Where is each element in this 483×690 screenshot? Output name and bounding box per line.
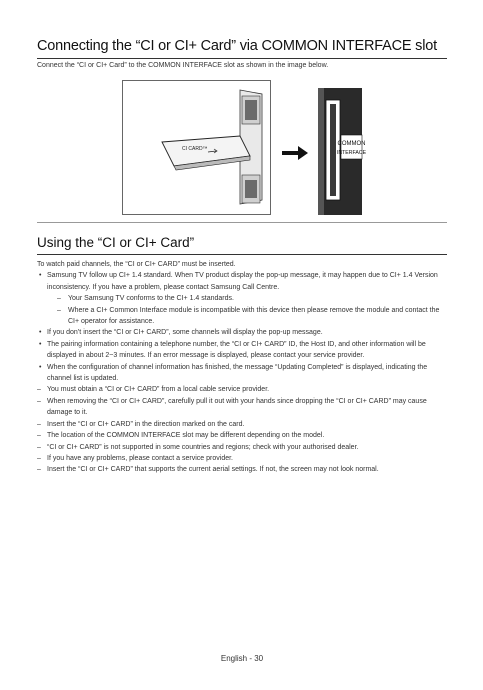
using-intro: To watch paid channels, the “CI or CI+ CARD” must be inserted. (37, 261, 236, 268)
bullet-item (37, 339, 447, 362)
section2-title-divider (37, 254, 447, 255)
page-number: English - 30 (220, 654, 264, 663)
instruction-list (37, 270, 447, 475)
note-text: Insert the “CI or CI+ CARD” that supports the current aerial settings. If not, the screen may not look normal. (47, 466, 379, 474)
dash-marker: – (37, 420, 41, 428)
note-item (37, 442, 447, 453)
title-divider (37, 58, 447, 59)
ci-card-insertion-figure (122, 80, 367, 215)
dash-marker: – (37, 466, 41, 474)
note-text: If you have any problems, please contact a service provider. (47, 454, 233, 462)
note-item (37, 464, 447, 475)
bullet-text: The pairing information containing a telephone number, the “CI or CI+ CARD” ID, the Host ID, and other information will be displayed in about 2~3 minutes. If an error message is displayed, please contact your service provider. (47, 340, 426, 360)
bullet-item (37, 327, 447, 338)
bullet-item (37, 270, 447, 293)
section-title-using: Using the “CI or CI+ Card” (37, 235, 195, 250)
slot-label-common: COMMON (337, 141, 366, 147)
slot-lower-dark (245, 180, 257, 198)
ci-card-label: CI CARD™ (182, 146, 208, 152)
section-title-connecting: Connecting the “CI or CI+ Card” via COMMON INTERFACE slot (37, 38, 437, 54)
dash-marker: – (37, 443, 41, 451)
dash-marker: – (57, 295, 61, 303)
dash-marker: – (37, 386, 41, 394)
section-divider (37, 222, 447, 223)
dash-marker: – (37, 454, 41, 462)
bullet-text: Samsung TV follow up CI+ 1.4 standard. When TV product display the pop-up message, it may happen due to CI+ 1.4 Version inconsistency. If you have a problem, please contact Samsung Call Centre. (47, 272, 438, 291)
bullet-text: If you don’t insert the “CI or CI+ CARD”, some channels will display the pop-up message. (47, 329, 323, 337)
dash-marker: – (37, 397, 41, 405)
ci-slot-opening (330, 104, 336, 196)
bullet-text: When the configuration of channel information has finished, the message “Updating Completed” is displayed, indicating the channel list is updated. (47, 363, 428, 383)
note-text: When removing the “CI or CI+ CARD”, carefully pull it out with your hands since dropping the “CI or CI+ CARD” may cause damage to it. (47, 397, 427, 417)
note-text: Your Samsung TV conforms to the CI+ 1.4 standards. (68, 295, 234, 303)
bullet-item (37, 362, 447, 385)
arrow-right-icon (282, 146, 308, 160)
note-item (37, 384, 447, 395)
insertion-diagram (122, 80, 367, 215)
sub-note-item (37, 305, 447, 328)
connecting-intro: Connect the “CI or CI+ Card” to the COMMON INTERFACE slot as shown in the image below. (37, 62, 329, 69)
tv-side-bevel (318, 88, 324, 215)
slot-upper-dark (245, 100, 257, 120)
note-text: You must obtain a “CI or CI+ CARD” from a local cable service provider. (47, 386, 270, 394)
note-text: Where a CI+ Common Interface module is incompatible with this device then please remove the module and contact the CI+ operator for assistance. (68, 306, 440, 326)
note-item (37, 453, 447, 464)
using-section-body (37, 259, 447, 476)
note-text: “CI or CI+ CARD” is not supported in some countries and regions; check with your authorised dealer. (47, 443, 359, 451)
note-text: Insert the “CI or CI+ CARD” in the direction marked on the card. (47, 420, 245, 428)
dash-marker: – (57, 306, 61, 314)
slot-label-interface: INTERFACE (336, 150, 367, 156)
note-text: The location of the COMMON INTERFACE slot may be different depending on the model. (47, 432, 325, 440)
note-item (37, 419, 447, 430)
sub-note-item (37, 293, 447, 304)
note-item (37, 430, 447, 441)
dash-marker: – (37, 432, 41, 440)
manual-page (37, 0, 447, 690)
note-item (37, 396, 447, 419)
